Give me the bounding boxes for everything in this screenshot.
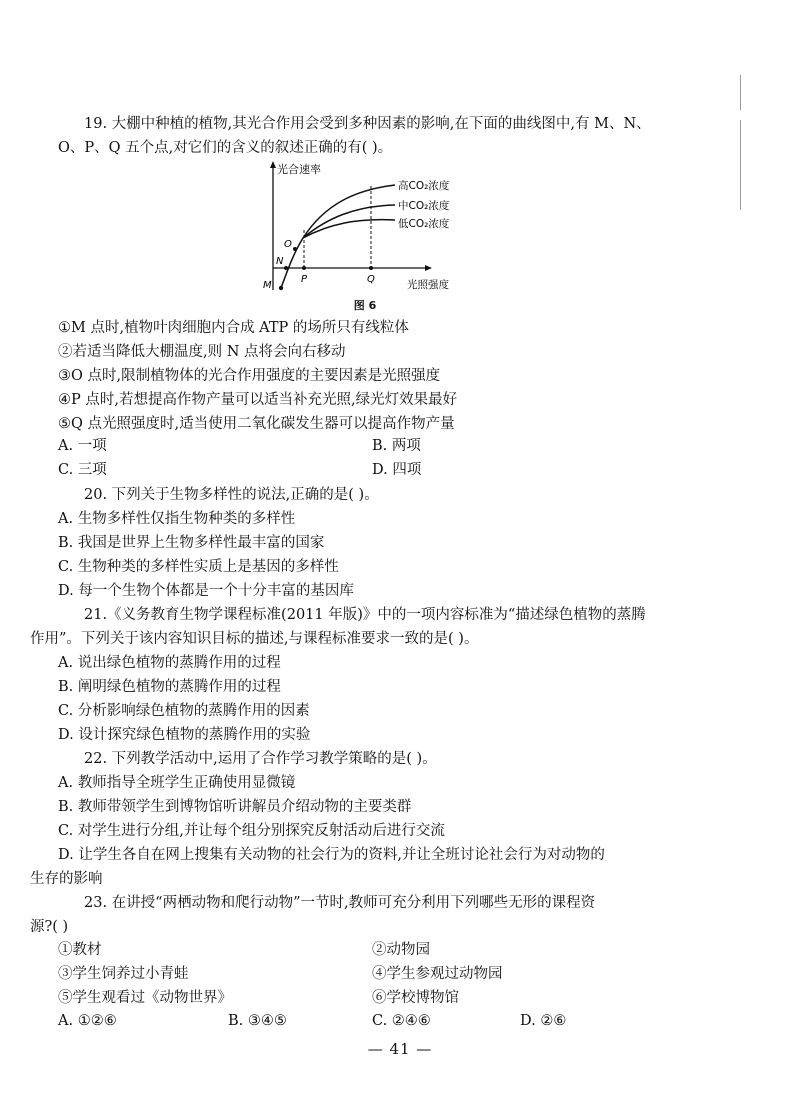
page-number: — 41 — xyxy=(367,1040,433,1058)
margin-rule xyxy=(740,75,741,110)
y-axis-label: 光合速率 xyxy=(277,163,321,176)
q23-item: ②动物园 xyxy=(372,942,430,958)
label-P: P xyxy=(301,274,308,285)
label-M: M xyxy=(263,280,272,291)
margin-rule xyxy=(740,120,741,210)
q22-option: D. 让学生各自在网上搜集有关动物的社会行为的资料,并让全班讨论社会行为对动物的 xyxy=(58,847,605,863)
q21-option: C. 分析影响绿色植物的蒸腾作用的因素 xyxy=(58,703,310,719)
curve-high-co2 xyxy=(303,185,395,238)
q23-option-b: B. ③④⑤ xyxy=(228,1013,287,1029)
point-O xyxy=(293,247,297,251)
q19-option-a: A. 一项 xyxy=(58,438,107,454)
q22-option: B. 教师带领学生到博物馆听讲解员介绍动物的主要类群 xyxy=(58,799,412,815)
point-N xyxy=(284,266,288,270)
x-axis-label: 光照强度 xyxy=(407,279,449,291)
q19-stem-line2: O、P、Q 五个点,对它们的含义的叙述正确的有( )。 xyxy=(58,140,393,156)
q21-option: A. 说出绿色植物的蒸腾作用的过程 xyxy=(58,655,281,671)
q23-item: ⑤学生观看过《动物世界》 xyxy=(58,990,232,1006)
q20-option: B. 我国是世界上生物多样性最丰富的国家 xyxy=(58,535,325,551)
q21-option: B. 阐明绿色植物的蒸腾作用的过程 xyxy=(58,679,281,695)
photosynthesis-figure xyxy=(255,160,485,295)
q19-statement: ③O 点时,限制植物体的光合作用强度的主要因素是光照强度 xyxy=(58,368,441,384)
q23-item: ①教材 xyxy=(58,942,102,958)
q23-stem-line2: 源?( ) xyxy=(30,919,69,935)
q19-option-b: B. 两项 xyxy=(372,438,421,454)
q19-statement: ②若适当降低大棚温度,则 N 点将会向右移动 xyxy=(58,344,346,360)
q23-option-d: D. ②⑥ xyxy=(520,1013,567,1029)
q19-statement: ⑤Q 点光照强度时,适当使用二氧化碳发生器可以提高作物产量 xyxy=(58,416,455,432)
q23-item: ⑥学校博物馆 xyxy=(372,990,459,1006)
q23-item: ④学生参观过动物园 xyxy=(372,966,503,982)
curve-low-label: 低CO₂浓度 xyxy=(398,218,450,230)
q22-option: A. 教师指导全班学生正确使用显微镜 xyxy=(58,775,296,791)
point-P xyxy=(302,266,306,270)
y-axis-arrow xyxy=(270,161,276,168)
q19-stem-line1: 19. 大棚中种植的植物,其光合作用会受到多种因素的影响,在下面的曲线图中,有 M、N、 xyxy=(84,116,651,132)
q21-stem-line2: 作用”。下列关于该内容知识目标的描述,与课程标准要求一致的是( )。 xyxy=(30,631,479,647)
label-O: O xyxy=(284,239,292,250)
point-M xyxy=(279,286,283,290)
point-Q xyxy=(369,266,373,270)
figure-caption: 图 6 xyxy=(353,299,377,312)
q19-option-d: D. 四项 xyxy=(372,462,422,478)
q20-option: A. 生物多样性仅指生物种类的多样性 xyxy=(58,511,296,527)
q19-statement: ①M 点时,植物叶肉细胞内合成 ATP 的场所只有线粒体 xyxy=(58,320,409,336)
curve-mid-label: 中CO₂浓度 xyxy=(398,200,450,212)
q23-stem-line1: 23. 在讲授“两栖动物和爬行动物”一节时,教师可充分利用下列哪些无形的课程资 xyxy=(84,895,596,911)
label-Q: Q xyxy=(367,274,375,285)
q22-stem: 22. 下列教学活动中,运用了合作学习教学策略的是( )。 xyxy=(84,751,437,767)
q21-stem-line1: 21.《义务教育生物学课程标准(2011 年版)》中的一项内容标准为“描述绿色植物的蒸腾 xyxy=(84,607,646,623)
curve-low-co2 xyxy=(303,220,395,238)
q20-option: D. 每一个生物个体都是一个十分丰富的基因库 xyxy=(58,583,354,599)
curve-high-label: 高CO₂浓度 xyxy=(398,180,450,192)
q23-option-c: C. ②④⑥ xyxy=(372,1013,431,1029)
q19-option-c: C. 三项 xyxy=(58,462,107,478)
q19-statement: ④P 点时,若想提高作物产量可以适当补充光照,绿光灯效果最好 xyxy=(58,392,458,408)
q21-option: D. 设计探究绿色植物的蒸腾作用的实验 xyxy=(58,727,311,743)
q20-stem: 20. 下列关于生物多样性的说法,正确的是( )。 xyxy=(84,487,379,503)
label-N: N xyxy=(276,256,284,267)
q22-option-d-continued: 生存的影响 xyxy=(30,871,103,887)
q23-item: ③学生饲养过小青蛙 xyxy=(58,966,189,982)
q20-option: C. 生物种类的多样性实质上是基因的多样性 xyxy=(58,559,339,575)
q23-option-a: A. ①②⑥ xyxy=(58,1013,117,1029)
q22-option: C. 对学生进行分组,并让每个组分别探究反射活动后进行交流 xyxy=(58,823,445,839)
x-axis-arrow xyxy=(425,265,432,271)
